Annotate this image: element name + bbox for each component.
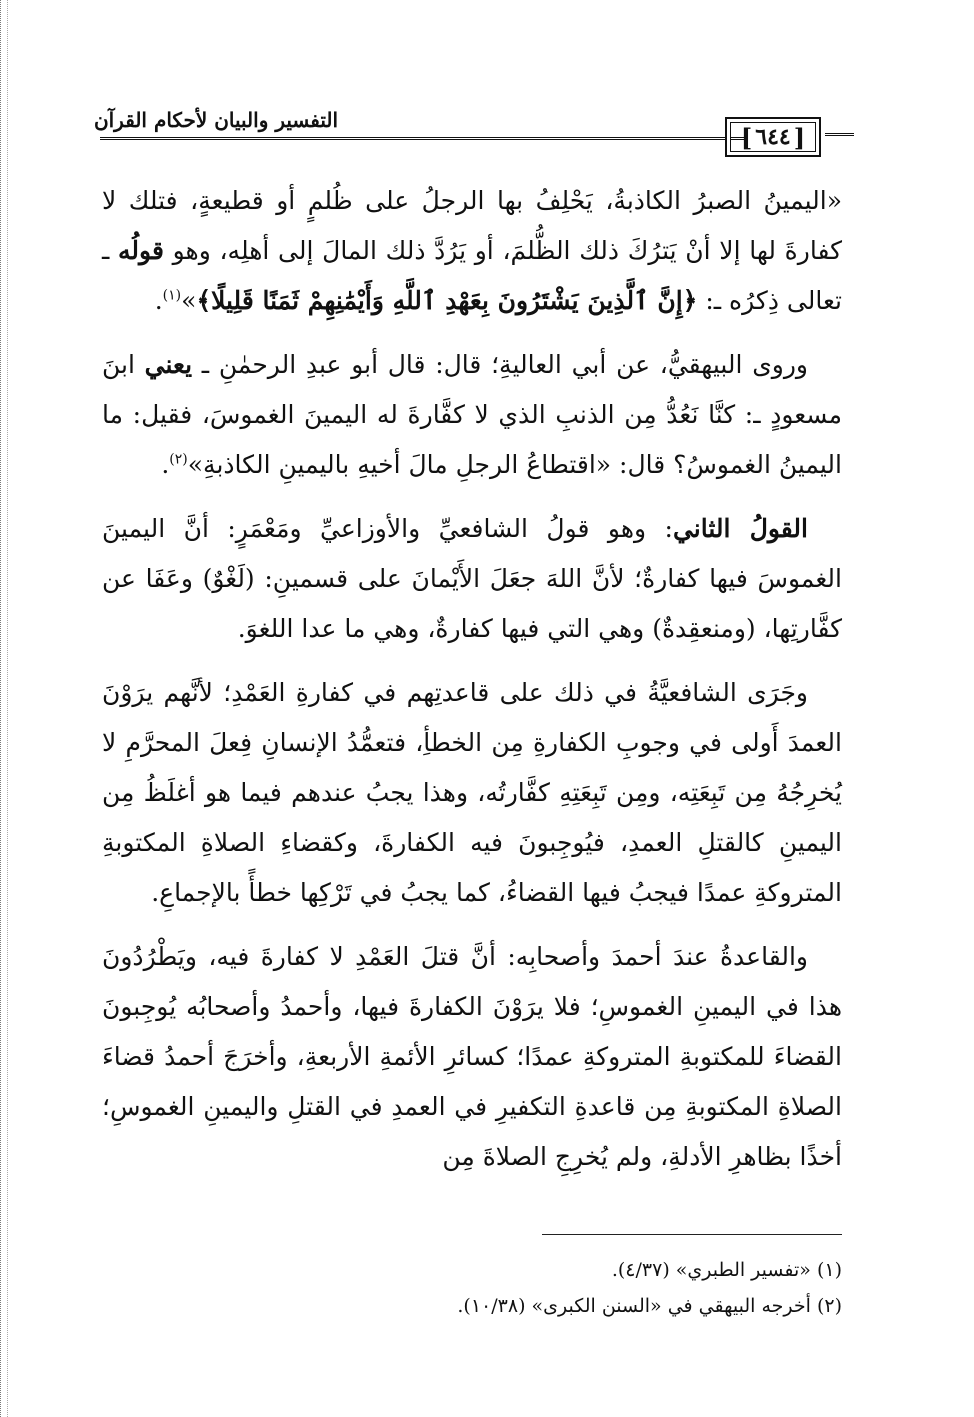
footnote-ref: (٢) (169, 451, 188, 468)
header-rule (100, 137, 744, 140)
footnote-text: «تفسير الطبري» (٤/٣٧). (611, 1259, 811, 1281)
paragraph-4 (102, 668, 842, 918)
page-edge-binding (0, 0, 8, 1417)
text-segment: . (154, 286, 163, 315)
footnote-marker: (٢) (816, 1295, 842, 1317)
text-segment: وجَرَى الشافعيَّةُ في ذلك على قاعدتِهم في كفارةِ العَمْدِ؛ لأنَّهم يرَوْنَ العمدَ أَولى في وجوبِ الكفارةِ مِن الخطأِ، فتعمُّدُ الإنسانِ فِعلَ المحرَّمِ لا يُخرِجُهُ مِن تَبِعَتِه، ومِن تَبِعَتِهِ كفَّارتُه، وهذا يجبُ عندهم فيما هو أغلَظُ مِن اليمينِ كالقتلِ العمدِ، فيُوجِبونَ فيه الكفارةَ، وكقضاءِ الصلاةِ المكتوبةِ المتروكةِ عمدًا فيجبُ فيها القضاءُ، كما يجبُ في تَرْكِها خطأً بالإجماعِ. (102, 678, 842, 907)
text-segment: : وهو قولُ الشافعيِّ والأوزاعيِّ ومَعْمَرٍ: أنَّ اليمينَ الغموسَ فيها كفارةٌ؛ لأنَّ اللهَ جعَلَ الأَيْمانَ على قسمينِ: (لَغْوٌ) وعَفَا عن كفَّارتِها، (ومنعقِدةٌ) وهي التي فيها كفارةٌ، وهي ما عدا اللغوَ. (102, 514, 842, 643)
page-number: ٦٤٤ (755, 124, 791, 150)
paragraph-2 (102, 340, 842, 490)
paragraph-1 (102, 176, 842, 326)
text-segment: وروى البيهقيُّ، عن أبي العاليةِ؛ قال: قال أبو عبدِ الرحمٰنِ ـ (192, 350, 808, 379)
footnotes (102, 1252, 842, 1324)
page-number-box (725, 117, 821, 157)
text-segment: القولُ الثاني (672, 514, 808, 543)
text-segment: » (181, 286, 197, 315)
footnote-ref: (١) (162, 287, 182, 304)
bracket-right: ] (793, 122, 806, 152)
main-text (102, 176, 842, 1196)
text-segment: . (161, 450, 170, 479)
text-segment: والقاعدةُ عندَ أحمدَ وأصحابِه: أنَّ قتلَ العَمْدِ لا كفارةَ فيه، ويَطْرُدُونَ هذا في اليمينِ الغموسِ؛ فلا يرَوْنَ الكفارةَ فيها، وأحمدُ وأصحابُه يُوجِبونَ القضاءَ للمكتوبةِ المتروكةِ عمدًا؛ كسائرِ الأئمةِ الأربعةِ، وأخرَجَ أحمدُ قضاءَ الصلاةِ المكتوبةِ مِن قاعدةِ التكفيرِ في العمدِ في القتلِ واليمينِ الغموسِ؛ أخذًا بظاهرِ الأدلةِ، ولم يُخرِجِ الصلاةَ مِن (102, 942, 842, 1171)
quran-verse: ﴿إِنَّ ٱلَّذِينَ يَشْتَرُونَ بِعَهْدِ ٱللَّهِ وَأَيْمَٰنِهِمْ ثَمَنًا قَلِيلًا﴾ (196, 286, 698, 315)
paragraph-3 (102, 504, 842, 654)
text-segment: ابنَ مسعودٍ ـ: كنَّا نَعُدُّ مِن الذنبِ الذي لا كفَّارةَ له اليمينَ الغموسَ، فقيل: ما اليمينُ الغموسُ؟ قال: «اقتطاعُ الرجلِ مالَ أخيهِ باليمينِ الكاذبةِ» (102, 350, 842, 479)
footnote-1 (102, 1252, 842, 1288)
footnote-text: أخرجه البيهقي في «السنن الكبرى» (١٠/٣٨). (457, 1295, 811, 1317)
footnote-rule (542, 1234, 842, 1235)
paragraph-5 (102, 932, 842, 1182)
page-number-rule (825, 133, 854, 136)
text-segment: يعني (144, 350, 193, 379)
text-segment: قولُه (118, 236, 164, 265)
footnote-marker: (١) (816, 1259, 842, 1281)
footnote-2 (102, 1288, 842, 1324)
bracket-left: [ (740, 122, 753, 152)
text-segment: «اليمينُ الصبرُ الكاذبةُ، يَحْلِفُ بها الرجلُ على ظُلمٍ أو قطيعةٍ، فتلك لا كفارةَ لها إلا أنْ يَترُكَ ذلك الظُّلمَ، أو يَرُدَّ ذلك المالَ إلى أهلِه، وهو (102, 186, 842, 265)
text-segment: ـ تعالى ذِكرُه ـ: (102, 236, 842, 315)
running-title: التفسير والبيان لأحكام القرآن (93, 108, 339, 132)
